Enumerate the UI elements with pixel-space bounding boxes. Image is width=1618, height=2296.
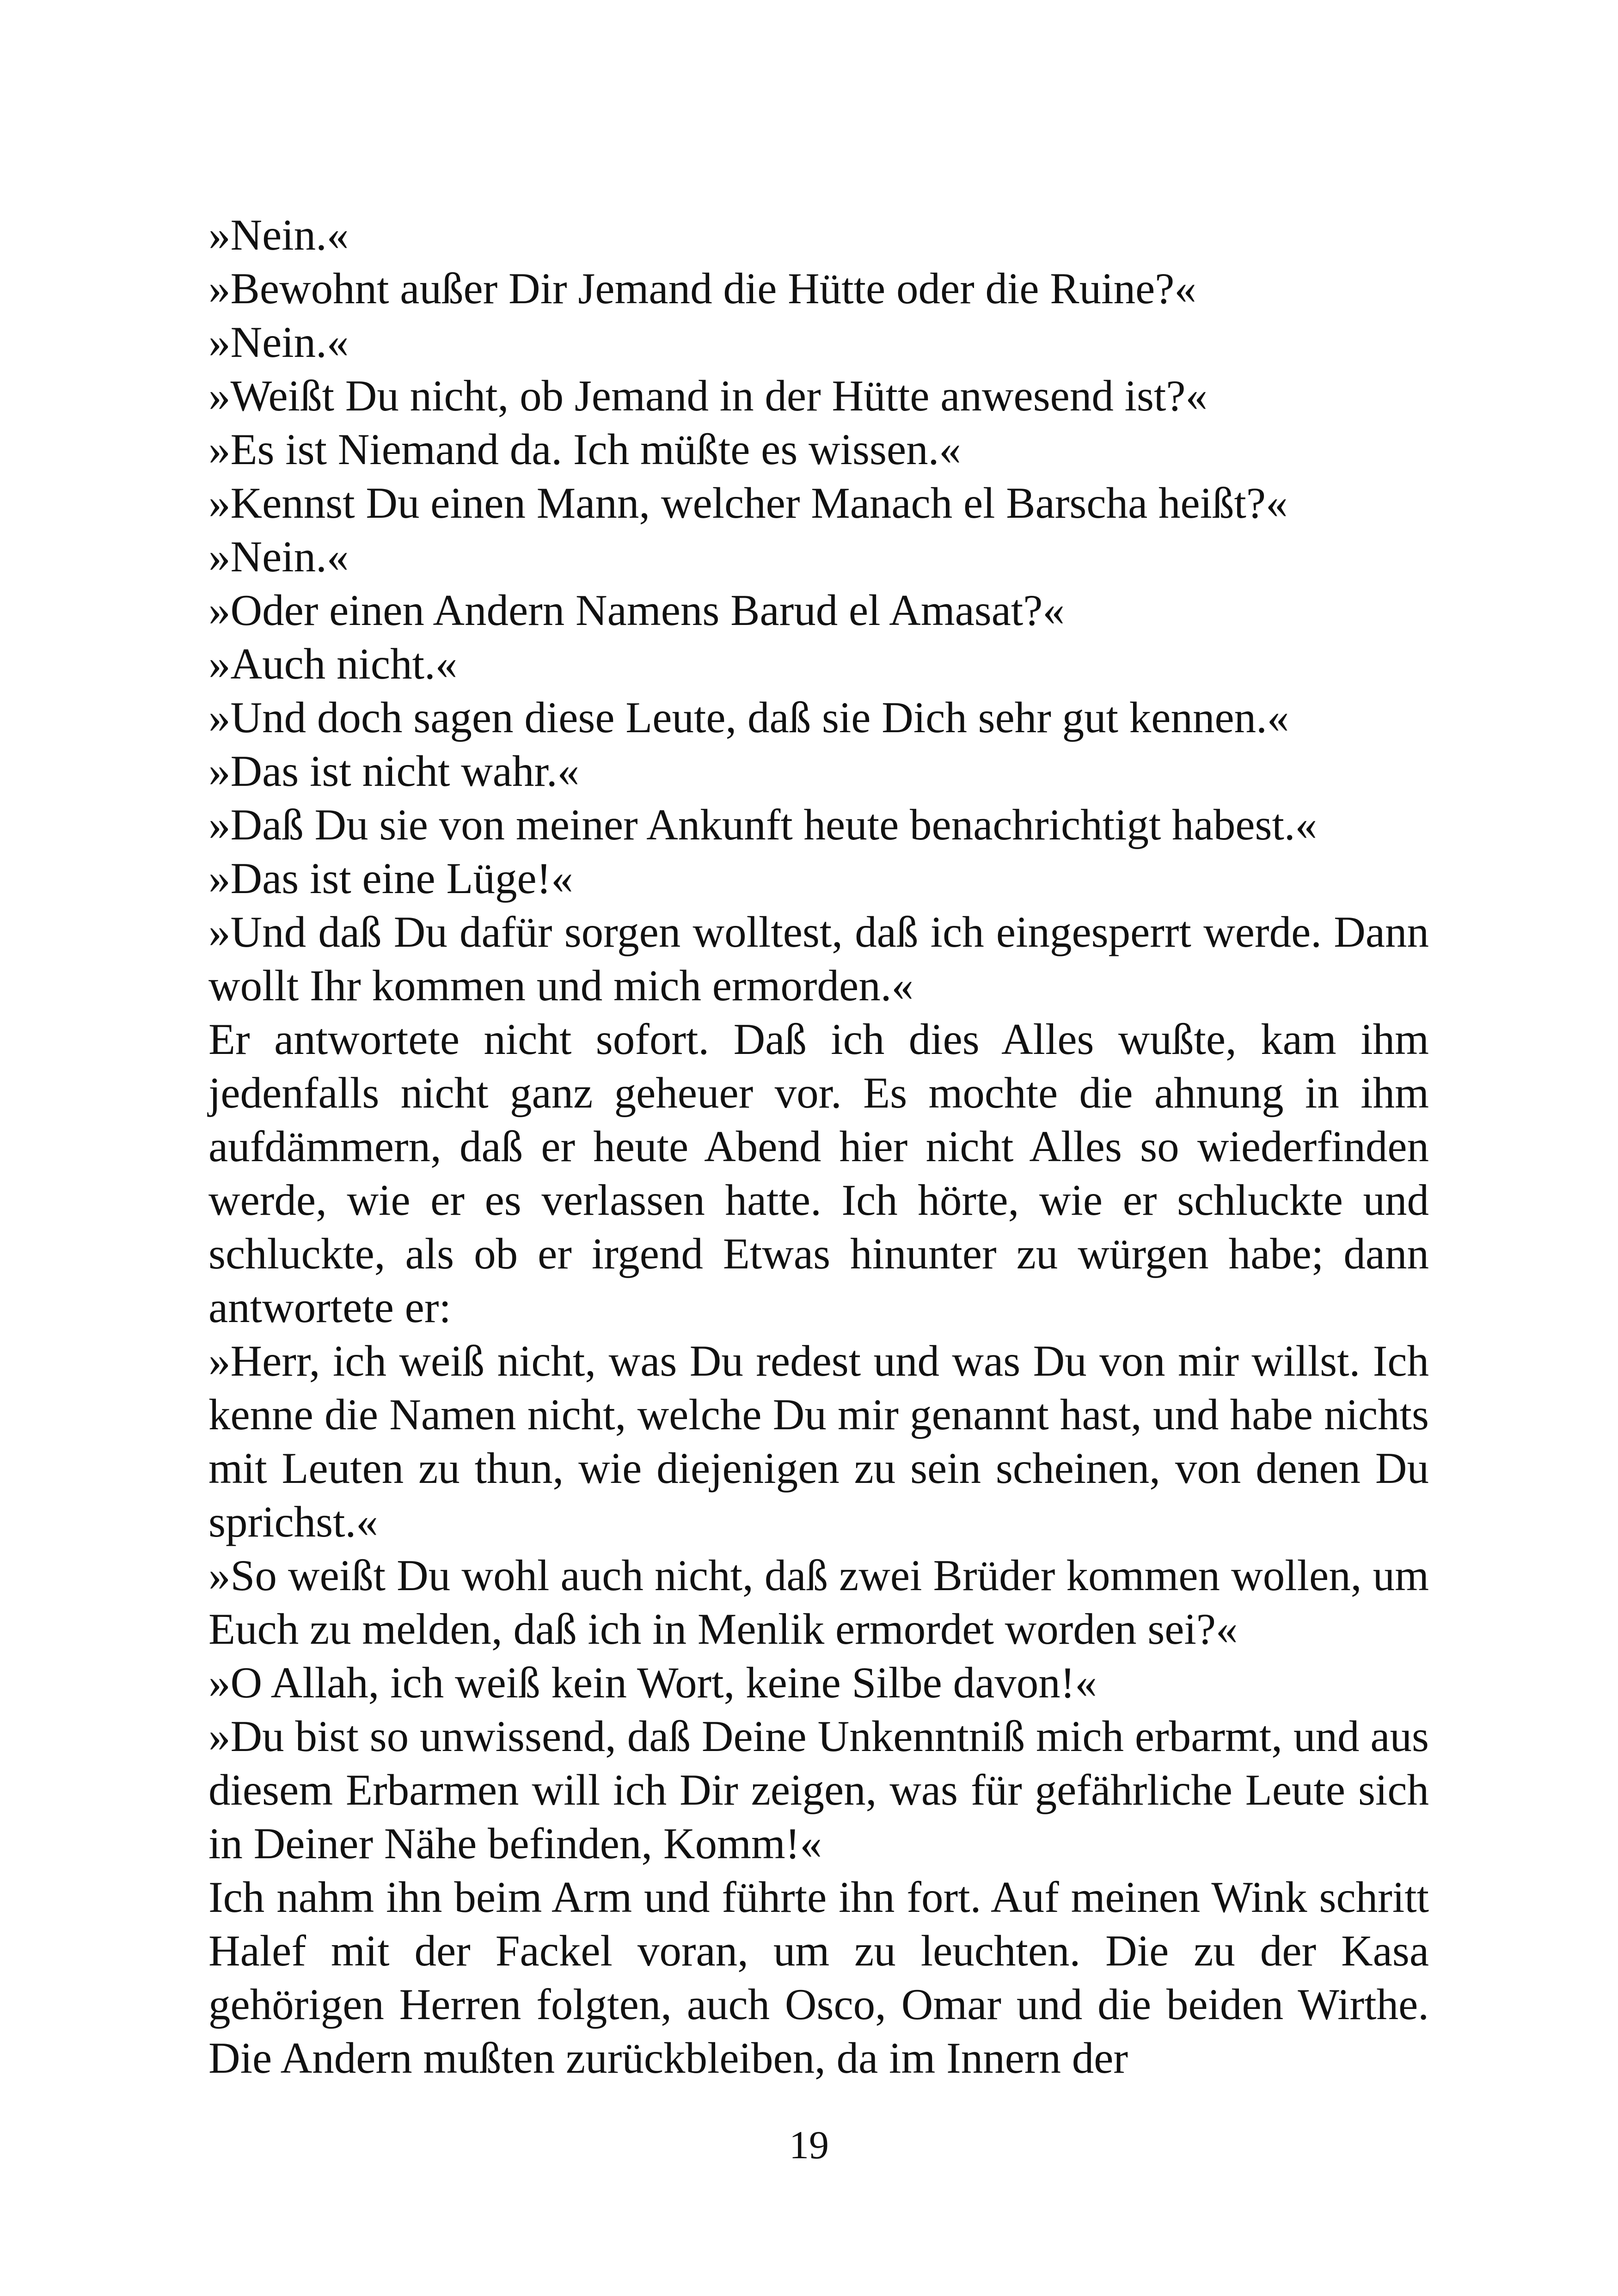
paragraph: »Es ist Niemand da. Ich müßte es wissen.« [208,425,961,474]
paragraph: »Nein.« [208,210,349,259]
paragraph: »Du bist so unwissend, daß Deine Unkenntniß mich erbarmt, und aus diesem Erbarmen will ich Dir zeigen, was für gefährliche Leute sich in Deiner Nähe befinden, Komm!« [208,1712,1429,1868]
paragraph: »Weißt Du nicht, ob Jemand in der Hütte anwesend ist?« [208,371,1208,420]
body-text [208,208,1429,2085]
paragraph: »Das ist eine Lüge!« [208,854,573,903]
paragraph: »Und daß Du dafür sorgen wolltest, daß ich eingesperrt werde. Dann wollt Ihr kommen und mich ermorden.« [208,907,1429,1010]
page-number: 19 [789,2123,829,2167]
paragraph: »Nein.« [208,318,349,367]
paragraph: »O Allah, ich weiß kein Wort, keine Silbe davon!« [208,1658,1097,1707]
paragraph: »Das ist nicht wahr.« [208,747,580,796]
paragraph: »Auch nicht.« [208,639,458,688]
paragraph: »So weißt Du wohl auch nicht, daß zwei Brüder kommen wollen, um Euch zu melden, daß ich in Menlik ermordet worden sei?« [208,1551,1429,1653]
paragraph: »Oder einen Andern Namens Barud el Amasat?« [208,586,1065,635]
paragraph: Ich nahm ihn beim Arm und führte ihn fort. Auf meinen Wink schritt Halef mit der Fackel voran, um zu leuchten. Die zu der Kasa gehörigen Herren folgten, auch Osco, Omar und die beiden Wirthe. Die Andern mußten zurückbleiben, da im Innern der [208,1873,1429,2082]
paragraph: »Und doch sagen diese Leute, daß sie Dich sehr gut kennen.« [208,693,1289,742]
paragraph: »Herr, ich weiß nicht, was Du redest und was Du von mir willst. Ich kenne die Namen nicht, welche Du mir genannt hast, und habe nichts mit Leuten zu thun, wie diejenigen zu sein scheinen, von denen Du sprichst.« [208,1336,1429,1546]
paragraph: »Nein.« [208,532,349,581]
paragraph: »Kennst Du einen Mann, welcher Manach el Barscha heißt?« [208,478,1288,527]
paragraph: Er antwortete nicht sofort. Daß ich dies Alles wußte, kam ihm jedenfalls nicht ganz geheuer vor. Es mochte die ahnung in ihm aufdämmern, daß er heute Abend hier nicht Alles so wiederfinden werde, wie er es verlassen hatte. Ich hörte, wie er schluckte und schluckte, als ob er irgend Etwas hinunter zu würgen habe; dann antwortete er: [208,1015,1429,1332]
paragraph: »Bewohnt außer Dir Jemand die Hütte oder die Ruine?« [208,264,1196,313]
paragraph: »Daß Du sie von meiner Ankunft heute benachrichtigt habest.« [208,800,1318,849]
